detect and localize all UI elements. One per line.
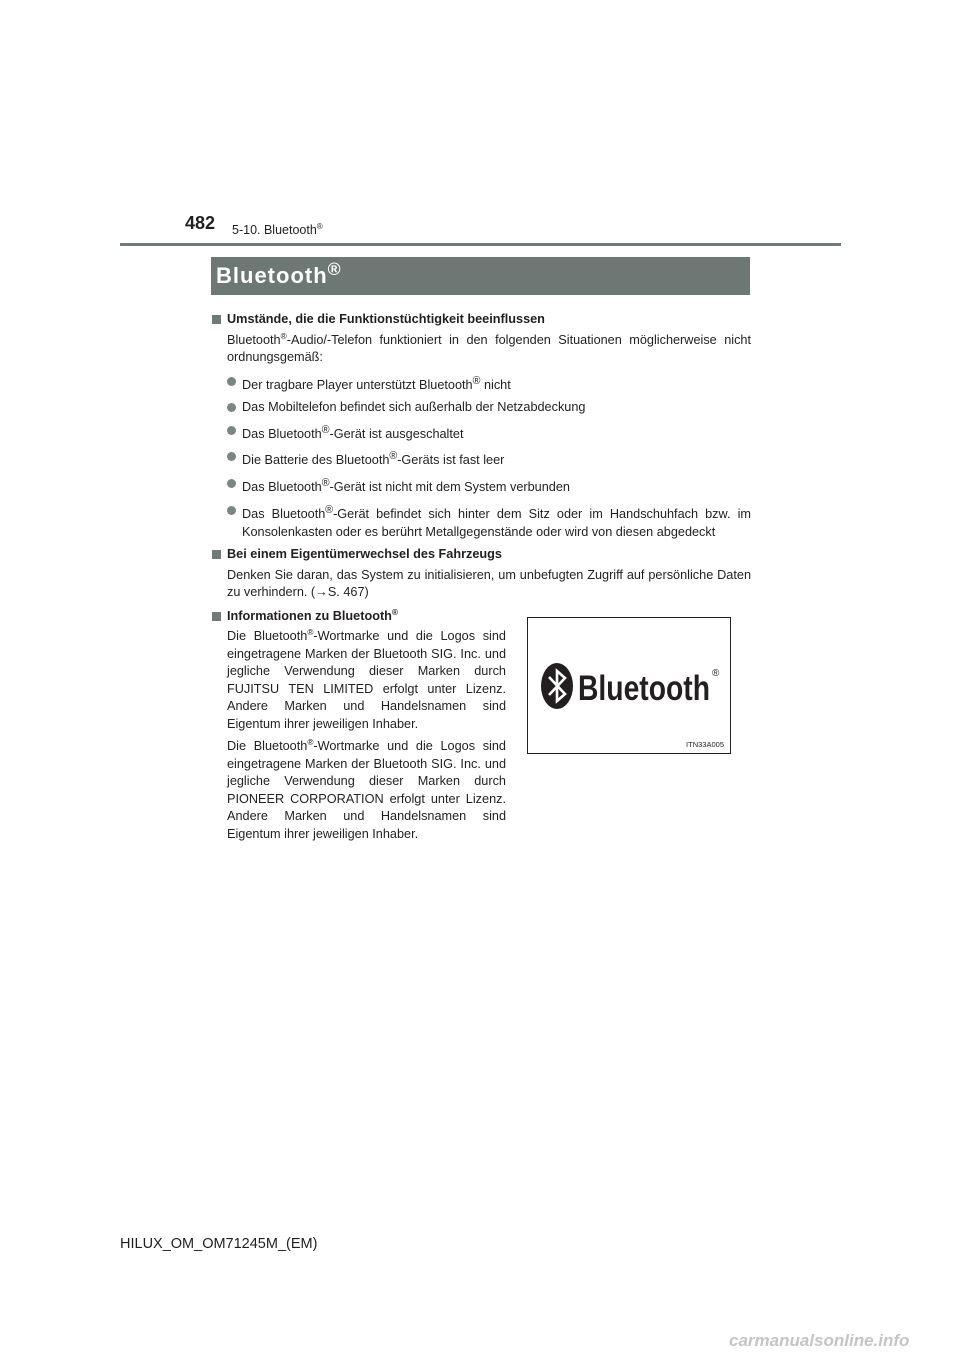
text: Das Mobiltelefon befindet sich außerhalb der Netzabdeckung [242,400,586,415]
text: -Geräts ist fast leer [397,453,505,468]
arrow-icon: → [315,585,328,600]
subheading-conditions [211,311,751,329]
text: nicht [480,377,511,392]
text: Das Bluetooth [242,480,322,495]
circle-bullet-icon [227,426,236,435]
list-item [227,422,751,444]
list-item [227,399,751,417]
list-item-text [242,502,751,541]
intro-text: -Audio/-Telefon funktioniert in den folgenden Situationen möglicherweise nicht ordnungsgemäß: [227,332,751,364]
section-title [216,259,342,289]
text: -Wortmarke und die Logos sind eingetragene Marken der Bluetooth SIG. Inc. und jegliche Verwendung dieser Marken durch FUJITSU TEN LIMITED erfolgt unter Lizenz. Andere Marken und Handelsnamen sind Eigentum ihrer jeweiligen Inhaber. [227,629,506,731]
registered-mark: ® [321,477,330,490]
square-bullet-icon [212,550,221,559]
bluetooth-logo [540,662,722,710]
registered-mark: ® [389,450,398,463]
running-head [232,223,323,237]
page-content [211,311,751,848]
circle-bullet-icon [227,377,236,386]
running-head-chapter: 5-10. Bluetooth [232,223,317,237]
list-item [227,373,751,395]
registered-mark: ® [391,607,399,617]
list-item [227,502,751,541]
text: Das Bluetooth [242,507,326,522]
owner-change-text [227,567,751,602]
bluetooth-rune-icon [541,663,573,709]
square-bullet-icon [212,315,221,324]
registered-mark: ® [307,628,314,638]
page-number: 482 [185,213,216,233]
list-item-text [242,475,751,497]
header-rule [120,243,841,246]
section-title-text: Bluetooth [216,263,328,288]
registered-mark: ® [325,503,334,516]
trademark-paragraph-pioneer [227,738,506,843]
intro-text: Bluetooth [227,332,281,347]
watermark: carmanualsonline.info [729,1331,910,1350]
subheading-text: Bei einem Eigentümerwechsel des Fahrzeugs [227,547,502,562]
text: -Gerät befindet sich hinter dem Sitz oder im Handschuhfach bzw. im Konsolenkasten oder es berührt Metallgegenstände oder wird von diesen abgedeckt [242,507,751,539]
bluetooth-logo-figure [527,617,731,754]
text: -Wortmarke und die Logos sind eingetragene Marken der Bluetooth SIG. Inc. und jegliche Verwendung dieser Marken durch PIONEER CORPORATION erfolgt unter Lizenz. Andere Marken und Handelsnamen sind Eigentum ihrer jeweiligen Inhaber. [227,739,506,841]
logo-wordmark: Bluetooth [578,669,710,708]
list-item-text [242,422,751,444]
circle-bullet-icon [227,452,236,461]
figure-code: ITN33A005 [686,740,724,749]
footer-doc-code: HILUX_OM_OM71245M_(EM) [120,1236,318,1252]
circle-bullet-icon [227,403,236,412]
text: -Gerät ist ausgeschaltet [329,426,464,441]
subheading-text [227,608,398,626]
conditions-intro [227,332,751,367]
text: Die Bluetooth [227,629,308,644]
trademark-paragraph-fujitsu [227,628,506,733]
text: -Gerät ist nicht mit dem System verbunden [329,480,570,495]
list-item-text [242,448,751,470]
registered-mark: ® [280,331,287,341]
text: Denken Sie daran, das System zu initialisieren, um unbefugten Zugriff auf persönliche Daten zu verhindern. ( [227,567,751,600]
circle-bullet-icon [227,506,236,515]
list-item [227,448,751,470]
subheading-text: Umstände, die die Funktionstüchtigkeit beeinflussen [227,312,545,326]
text: Informationen zu Bluetooth [227,608,392,623]
list-item-text [242,399,751,417]
registered-mark: ® [472,374,481,387]
list-item-text [242,373,751,395]
text: Die Batterie des Bluetooth [242,453,390,468]
subheading-owner-change [211,546,751,564]
section-title-bar [211,257,750,295]
square-bullet-icon [212,612,221,621]
text: Die Bluetooth [227,739,308,754]
registered-mark: ® [316,222,323,232]
list-item [227,475,751,497]
text: Der tragbare Player unterstützt Bluetooth [242,377,473,392]
registered-mark: ® [327,259,342,280]
info-text [227,628,506,848]
registered-mark: ® [321,423,330,436]
logo-registered-mark: ® [712,668,720,679]
text: Das Bluetooth [242,426,322,441]
page-reference: S. 467) [327,585,369,600]
circle-bullet-icon [227,479,236,488]
registered-mark: ® [307,738,314,748]
